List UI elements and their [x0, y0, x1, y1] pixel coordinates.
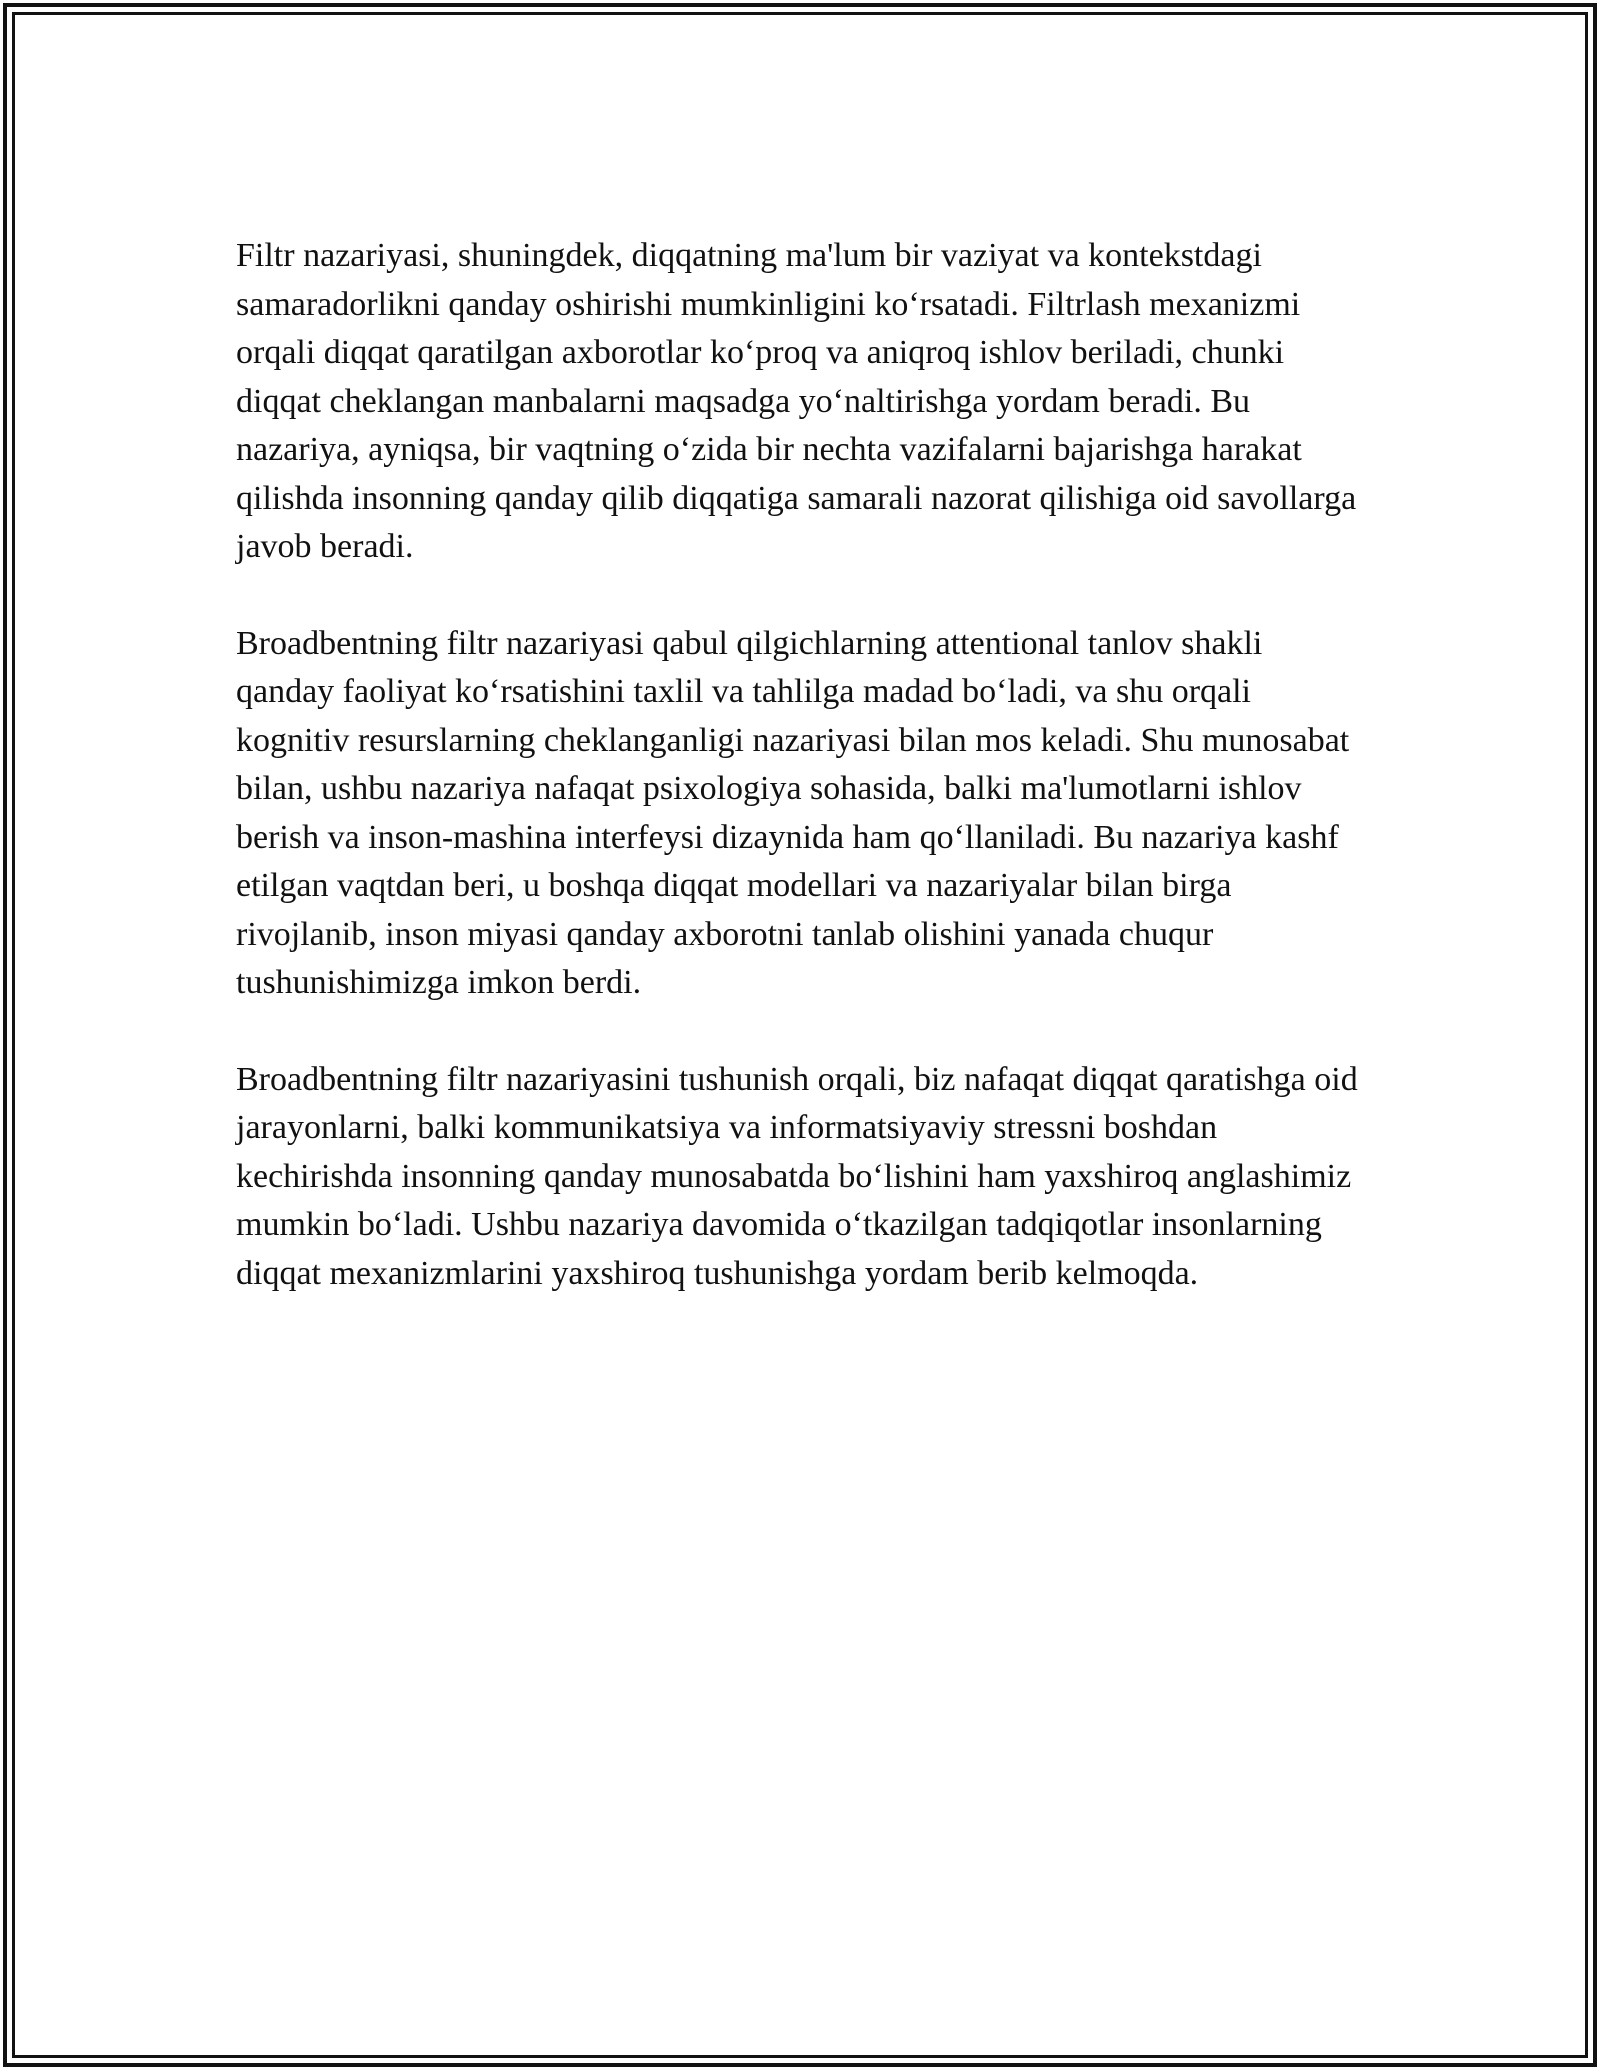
- paragraph-1: Filtr nazariyasi, shuningdek, diqqatning ma'lum bir vaziyat va kontekstdagi samaradorlikni qanday oshirishi mumkinligini ko‘rsatadi. Filtrlash mexanizmi orqali diqqat qaratilgan axborotlar ko‘proq va aniqroq ishlov beriladi, chunki diqqat cheklangan manbalarni maqsadga yo‘naltirishga yordam beradi. Bu nazariya, ayniqsa, bir vaqtning o‘zida bir nechta vazifalarni bajarishga harakat qilishda insonning qanday qilib diqqatiga samarali nazorat qilishiga oid savollarga javob beradi.: [236, 237, 1357, 565]
- document-body: [236, 232, 1366, 1346]
- paragraph-2: Broadbentning filtr nazariyasi qabul qilgichlarning attentional tanlov shakli qanday faoliyat ko‘rsatishini taxlil va tahlilga madad bo‘ladi, va shu orqali kognitiv resurslarning cheklanganligi nazariyasi bilan mos keladi. Shu munosabat bilan, ushbu nazariya nafaqat psixologiya sohasida, balki ma'lumotlarni ishlov berish va inson-mashina interfeysi dizaynida ham qo‘llaniladi. Bu nazariya kashf etilgan vaqtdan beri, u boshqa diqqat modellari va nazariyalar bilan birga rivojlanib, inson miyasi qanday axborotni tanlab olishini yanada chuqur tushunishimizga imkon berdi.: [236, 624, 1350, 1001]
- paragraph-3: Broadbentning filtr nazariyasini tushunish orqali, biz nafaqat diqqat qaratishga oid jarayonlarni, balki kommunikatsiya va informatsiyaviy stressni boshdan kechirishda insonning qanday munosabatda bo‘lishini ham yaxshiroq anglashimiz mumkin bo‘ladi. Ushbu nazariya davomida o‘tkazilgan tadqiqotlar insonlarning diqqat mexanizmlarini yaxshiroq tushunishga yordam berib kelmoqda.: [236, 1060, 1358, 1292]
